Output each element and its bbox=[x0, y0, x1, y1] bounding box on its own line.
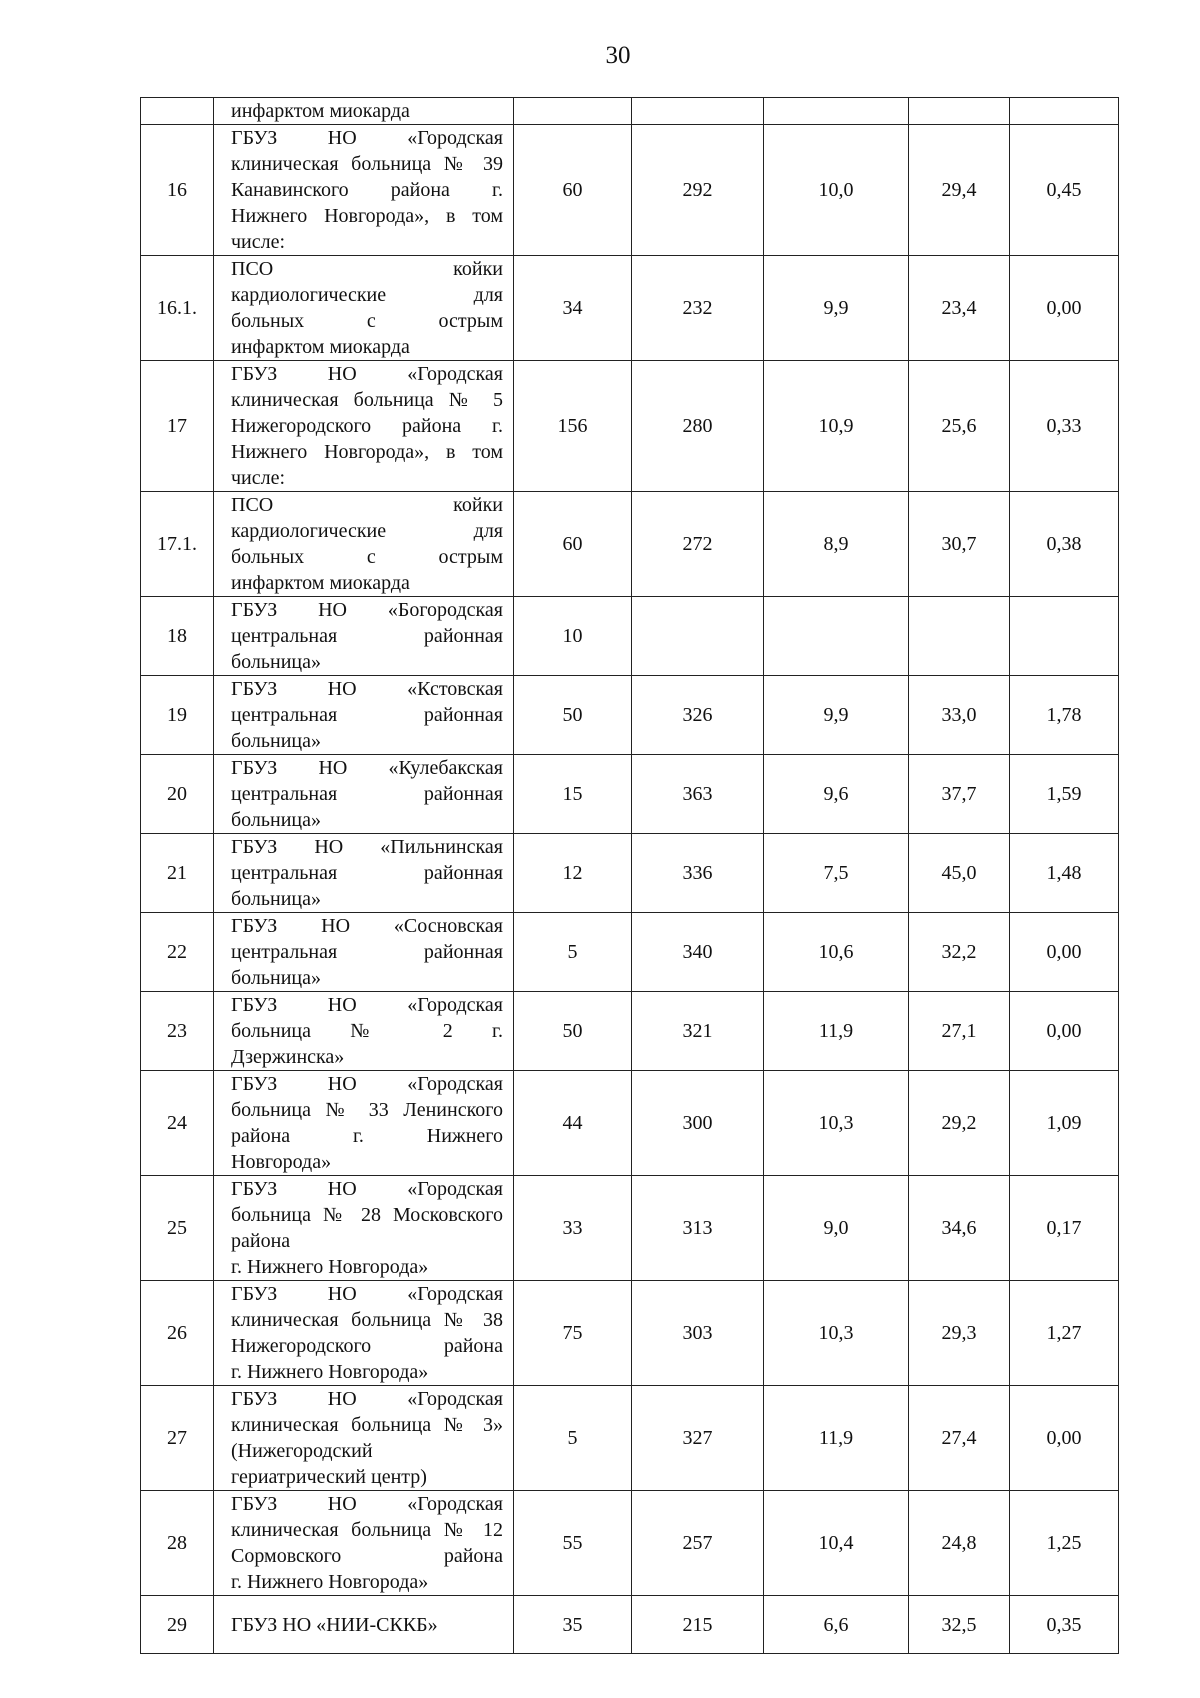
table-row bbox=[141, 492, 1119, 597]
row-number-cell bbox=[141, 98, 214, 125]
value-cell-col-4: 33,0 bbox=[909, 676, 1010, 755]
value-cell-col-5: 1,48 bbox=[1010, 834, 1119, 913]
institution-name-line: Сормовского района bbox=[231, 1545, 503, 1567]
value-cell-col-4: 32,2 bbox=[909, 913, 1010, 992]
institution-name-line: числе: bbox=[231, 467, 286, 489]
institution-name-line: центральная районная bbox=[231, 941, 503, 963]
value-cell-col-5: 0,33 bbox=[1010, 361, 1119, 492]
table-row bbox=[141, 1596, 1119, 1654]
value-cell-col-4: 24,8 bbox=[909, 1491, 1010, 1596]
institution-name-line: ГБУЗ НО «Городская bbox=[231, 1388, 503, 1410]
value-cell-col-3: 11,9 bbox=[764, 1386, 909, 1491]
value-cell-col-1: 60 bbox=[514, 125, 632, 256]
table-row bbox=[141, 98, 1119, 125]
institution-name-line: ГБУЗ НО «Кулебакская bbox=[231, 757, 503, 779]
row-number-cell: 17 bbox=[141, 361, 214, 492]
institution-name-cell bbox=[214, 1596, 514, 1654]
institution-name-line: инфарктом миокарда bbox=[231, 572, 410, 594]
value-cell-col-4: 27,4 bbox=[909, 1386, 1010, 1491]
value-cell-col-1: 55 bbox=[514, 1491, 632, 1596]
value-cell-col-5: 0,00 bbox=[1010, 1386, 1119, 1491]
value-cell-col-3: 8,9 bbox=[764, 492, 909, 597]
value-cell-col-2: 257 bbox=[632, 1491, 764, 1596]
value-cell-col-2: 215 bbox=[632, 1596, 764, 1654]
value-cell-col-2: 272 bbox=[632, 492, 764, 597]
institution-name-line: числе: bbox=[231, 231, 286, 253]
value-cell-col-5: 1,59 bbox=[1010, 755, 1119, 834]
table-row bbox=[141, 1491, 1119, 1596]
table-row bbox=[141, 834, 1119, 913]
page-number: 30 bbox=[605, 42, 631, 69]
value-cell-col-1: 35 bbox=[514, 1596, 632, 1654]
value-cell-col-1: 50 bbox=[514, 992, 632, 1071]
institution-name-line: больница № 28 Московского bbox=[231, 1204, 503, 1226]
value-cell-col-1: 34 bbox=[514, 256, 632, 361]
value-cell-col-2: 300 bbox=[632, 1071, 764, 1176]
institution-name-line: центральная районная bbox=[231, 783, 503, 805]
institution-name-line: Нижнего Новгорода», в том bbox=[231, 441, 503, 463]
row-number-cell: 23 bbox=[141, 992, 214, 1071]
institution-name-cell bbox=[214, 1176, 514, 1281]
value-cell-col-2: 280 bbox=[632, 361, 764, 492]
row-number-cell: 28 bbox=[141, 1491, 214, 1596]
value-cell-col-1: 60 bbox=[514, 492, 632, 597]
value-cell-col-4: 34,6 bbox=[909, 1176, 1010, 1281]
institution-name-line: клиническая больница № 3» bbox=[231, 1414, 503, 1436]
value-cell-col-4: 23,4 bbox=[909, 256, 1010, 361]
institution-name-cell bbox=[214, 755, 514, 834]
value-cell-col-4: 37,7 bbox=[909, 755, 1010, 834]
value-cell-col-1: 44 bbox=[514, 1071, 632, 1176]
value-cell-col-5: 0,00 bbox=[1010, 913, 1119, 992]
institution-name-cell bbox=[214, 597, 514, 676]
table-row bbox=[141, 755, 1119, 834]
institution-name-line: инфарктом миокарда bbox=[231, 100, 410, 122]
institution-name-line: Нижегородского района г. bbox=[231, 415, 503, 437]
value-cell-col-3: 9,9 bbox=[764, 256, 909, 361]
row-number-cell: 24 bbox=[141, 1071, 214, 1176]
value-cell-col-3: 10,0 bbox=[764, 125, 909, 256]
institution-name-cell bbox=[214, 1071, 514, 1176]
institution-name-cell bbox=[214, 676, 514, 755]
value-cell-col-5: 0,17 bbox=[1010, 1176, 1119, 1281]
institution-name-line: ПСО койки bbox=[231, 494, 503, 516]
value-cell-col-1: 12 bbox=[514, 834, 632, 913]
row-number-cell: 18 bbox=[141, 597, 214, 676]
value-cell-col-5 bbox=[1010, 98, 1119, 125]
value-cell-col-5: 1,25 bbox=[1010, 1491, 1119, 1596]
value-cell-col-3 bbox=[764, 597, 909, 676]
institution-name-line: клиническая больница № 5 bbox=[231, 389, 503, 411]
institution-name-line: г. Нижнего Новгорода» bbox=[231, 1256, 429, 1278]
institution-name-line: больница» bbox=[231, 651, 321, 673]
institution-name-cell bbox=[214, 361, 514, 492]
institution-name-line: больница № 2 г. bbox=[231, 1020, 503, 1042]
institution-name-line: ГБУЗ НО «Городская bbox=[231, 1493, 503, 1515]
institution-name-line: ГБУЗ НО «Городская bbox=[231, 363, 503, 385]
row-number-cell: 20 bbox=[141, 755, 214, 834]
institution-name-cell bbox=[214, 913, 514, 992]
institution-name-cell bbox=[214, 992, 514, 1071]
value-cell-col-2 bbox=[632, 597, 764, 676]
value-cell-col-5: 0,35 bbox=[1010, 1596, 1119, 1654]
institution-name-line: ГБУЗ НО «Пильнинская bbox=[231, 836, 503, 858]
institution-name-line: центральная районная bbox=[231, 704, 503, 726]
row-number-cell: 27 bbox=[141, 1386, 214, 1491]
table-row bbox=[141, 256, 1119, 361]
institution-name-cell bbox=[214, 125, 514, 256]
value-cell-col-5 bbox=[1010, 597, 1119, 676]
value-cell-col-1: 50 bbox=[514, 676, 632, 755]
value-cell-col-2: 363 bbox=[632, 755, 764, 834]
institution-name-cell bbox=[214, 1386, 514, 1491]
institution-name-line: района bbox=[231, 1230, 291, 1252]
value-cell-col-5: 0,45 bbox=[1010, 125, 1119, 256]
institution-name-line: больница» bbox=[231, 967, 321, 989]
value-cell-col-2: 327 bbox=[632, 1386, 764, 1491]
institution-name-line: больных с острым bbox=[231, 546, 503, 568]
institution-name-line: кардиологические для bbox=[231, 520, 503, 542]
table-row bbox=[141, 1176, 1119, 1281]
institution-name-line: ГБУЗ НО «Городская bbox=[231, 127, 503, 149]
institution-name-line: Нижегородского района bbox=[231, 1335, 503, 1357]
row-number-cell: 25 bbox=[141, 1176, 214, 1281]
value-cell-col-2: 303 bbox=[632, 1281, 764, 1386]
institution-name-line: гериатрический центр) bbox=[231, 1466, 427, 1488]
institution-name-line: г. Нижнего Новгорода» bbox=[231, 1571, 429, 1593]
institution-name-line: ГБУЗ НО «Сосновская bbox=[231, 915, 503, 937]
institution-name-line: больница» bbox=[231, 888, 321, 910]
value-cell-col-5: 1,78 bbox=[1010, 676, 1119, 755]
institution-name-cell bbox=[214, 98, 514, 125]
value-cell-col-1: 75 bbox=[514, 1281, 632, 1386]
value-cell-col-1: 5 bbox=[514, 1386, 632, 1491]
institution-name-cell bbox=[214, 492, 514, 597]
value-cell-col-4: 25,6 bbox=[909, 361, 1010, 492]
value-cell-col-4: 29,4 bbox=[909, 125, 1010, 256]
value-cell-col-2: 313 bbox=[632, 1176, 764, 1281]
value-cell-col-1 bbox=[514, 98, 632, 125]
value-cell-col-4: 30,7 bbox=[909, 492, 1010, 597]
institution-name-line: клиническая больница № 12 bbox=[231, 1519, 503, 1541]
table-row bbox=[141, 597, 1119, 676]
institution-name-line: Канавинского района г. bbox=[231, 179, 503, 201]
institution-name-line: ГБУЗ НО «Городская bbox=[231, 1283, 503, 1305]
value-cell-col-3: 9,0 bbox=[764, 1176, 909, 1281]
row-number-cell: 21 bbox=[141, 834, 214, 913]
value-cell-col-2: 336 bbox=[632, 834, 764, 913]
value-cell-col-2 bbox=[632, 98, 764, 125]
institution-name-line: ГБУЗ НО «НИИ-СККБ» bbox=[231, 1613, 438, 1636]
table-row bbox=[141, 1281, 1119, 1386]
value-cell-col-4: 29,3 bbox=[909, 1281, 1010, 1386]
hospital-statistics-table bbox=[140, 97, 1119, 1654]
institution-name-line: больница» bbox=[231, 809, 321, 831]
value-cell-col-3: 10,3 bbox=[764, 1071, 909, 1176]
institution-name-line: больница» bbox=[231, 730, 321, 752]
institution-name-line: кардиологические для bbox=[231, 284, 503, 306]
institution-name-line: Дзержинска» bbox=[231, 1046, 345, 1068]
value-cell-col-3: 11,9 bbox=[764, 992, 909, 1071]
value-cell-col-2: 326 bbox=[632, 676, 764, 755]
value-cell-col-3: 9,9 bbox=[764, 676, 909, 755]
institution-name-line: ГБУЗ НО «Городская bbox=[231, 1073, 503, 1095]
table-row bbox=[141, 992, 1119, 1071]
institution-name-line: клиническая больница № 39 bbox=[231, 153, 503, 175]
value-cell-col-1: 5 bbox=[514, 913, 632, 992]
value-cell-col-4: 45,0 bbox=[909, 834, 1010, 913]
table-body bbox=[141, 98, 1119, 1654]
value-cell-col-1: 33 bbox=[514, 1176, 632, 1281]
value-cell-col-4: 27,1 bbox=[909, 992, 1010, 1071]
value-cell-col-2: 340 bbox=[632, 913, 764, 992]
value-cell-col-3: 6,6 bbox=[764, 1596, 909, 1654]
institution-name-line: больных с острым bbox=[231, 310, 503, 332]
row-number-cell: 19 bbox=[141, 676, 214, 755]
value-cell-col-4: 32,5 bbox=[909, 1596, 1010, 1654]
institution-name-line: (Нижегородский bbox=[231, 1440, 373, 1462]
table-row bbox=[141, 125, 1119, 256]
value-cell-col-4 bbox=[909, 597, 1010, 676]
institution-name-cell bbox=[214, 1281, 514, 1386]
value-cell-col-5: 0,00 bbox=[1010, 992, 1119, 1071]
institution-name-line: Нижнего Новгорода», в том bbox=[231, 205, 503, 227]
value-cell-col-4: 29,2 bbox=[909, 1071, 1010, 1176]
value-cell-col-3 bbox=[764, 98, 909, 125]
institution-name-line: инфарктом миокарда bbox=[231, 336, 410, 358]
table-row bbox=[141, 1071, 1119, 1176]
institution-name-line: клиническая больница № 38 bbox=[231, 1309, 503, 1331]
value-cell-col-3: 10,6 bbox=[764, 913, 909, 992]
table-row bbox=[141, 1386, 1119, 1491]
value-cell-col-3: 10,4 bbox=[764, 1491, 909, 1596]
row-number-cell: 26 bbox=[141, 1281, 214, 1386]
institution-name-line: ГБУЗ НО «Богородская bbox=[231, 599, 503, 621]
institution-name-cell bbox=[214, 256, 514, 361]
value-cell-col-1: 15 bbox=[514, 755, 632, 834]
institution-name-line: центральная районная bbox=[231, 625, 503, 647]
value-cell-col-5: 0,38 bbox=[1010, 492, 1119, 597]
row-number-cell: 16 bbox=[141, 125, 214, 256]
value-cell-col-3: 10,9 bbox=[764, 361, 909, 492]
institution-name-line: больница № 33 Ленинского bbox=[231, 1099, 503, 1121]
row-number-cell: 16.1. bbox=[141, 256, 214, 361]
value-cell-col-1: 10 bbox=[514, 597, 632, 676]
value-cell-col-2: 232 bbox=[632, 256, 764, 361]
institution-name-cell bbox=[214, 1491, 514, 1596]
row-number-cell: 17.1. bbox=[141, 492, 214, 597]
value-cell-col-3: 7,5 bbox=[764, 834, 909, 913]
table-row bbox=[141, 913, 1119, 992]
value-cell-col-5: 1,09 bbox=[1010, 1071, 1119, 1176]
institution-name-line: ГБУЗ НО «Кстовская bbox=[231, 678, 503, 700]
value-cell-col-1: 156 bbox=[514, 361, 632, 492]
row-number-cell: 22 bbox=[141, 913, 214, 992]
table-row bbox=[141, 676, 1119, 755]
table-row bbox=[141, 361, 1119, 492]
value-cell-col-5: 1,27 bbox=[1010, 1281, 1119, 1386]
institution-name-line: ПСО койки bbox=[231, 258, 503, 280]
institution-name-line: ГБУЗ НО «Городская bbox=[231, 1178, 503, 1200]
institution-name-cell bbox=[214, 834, 514, 913]
institution-name-line: района г. Нижнего bbox=[231, 1125, 503, 1147]
value-cell-col-5: 0,00 bbox=[1010, 256, 1119, 361]
value-cell-col-2: 292 bbox=[632, 125, 764, 256]
institution-name-line: ГБУЗ НО «Городская bbox=[231, 994, 503, 1016]
value-cell-col-3: 9,6 bbox=[764, 755, 909, 834]
value-cell-col-4 bbox=[909, 98, 1010, 125]
institution-name-line: центральная районная bbox=[231, 862, 503, 884]
institution-name-line: Новгорода» bbox=[231, 1151, 332, 1173]
value-cell-col-2: 321 bbox=[632, 992, 764, 1071]
row-number-cell: 29 bbox=[141, 1596, 214, 1654]
institution-name-line: г. Нижнего Новгорода» bbox=[231, 1361, 429, 1383]
value-cell-col-3: 10,3 bbox=[764, 1281, 909, 1386]
